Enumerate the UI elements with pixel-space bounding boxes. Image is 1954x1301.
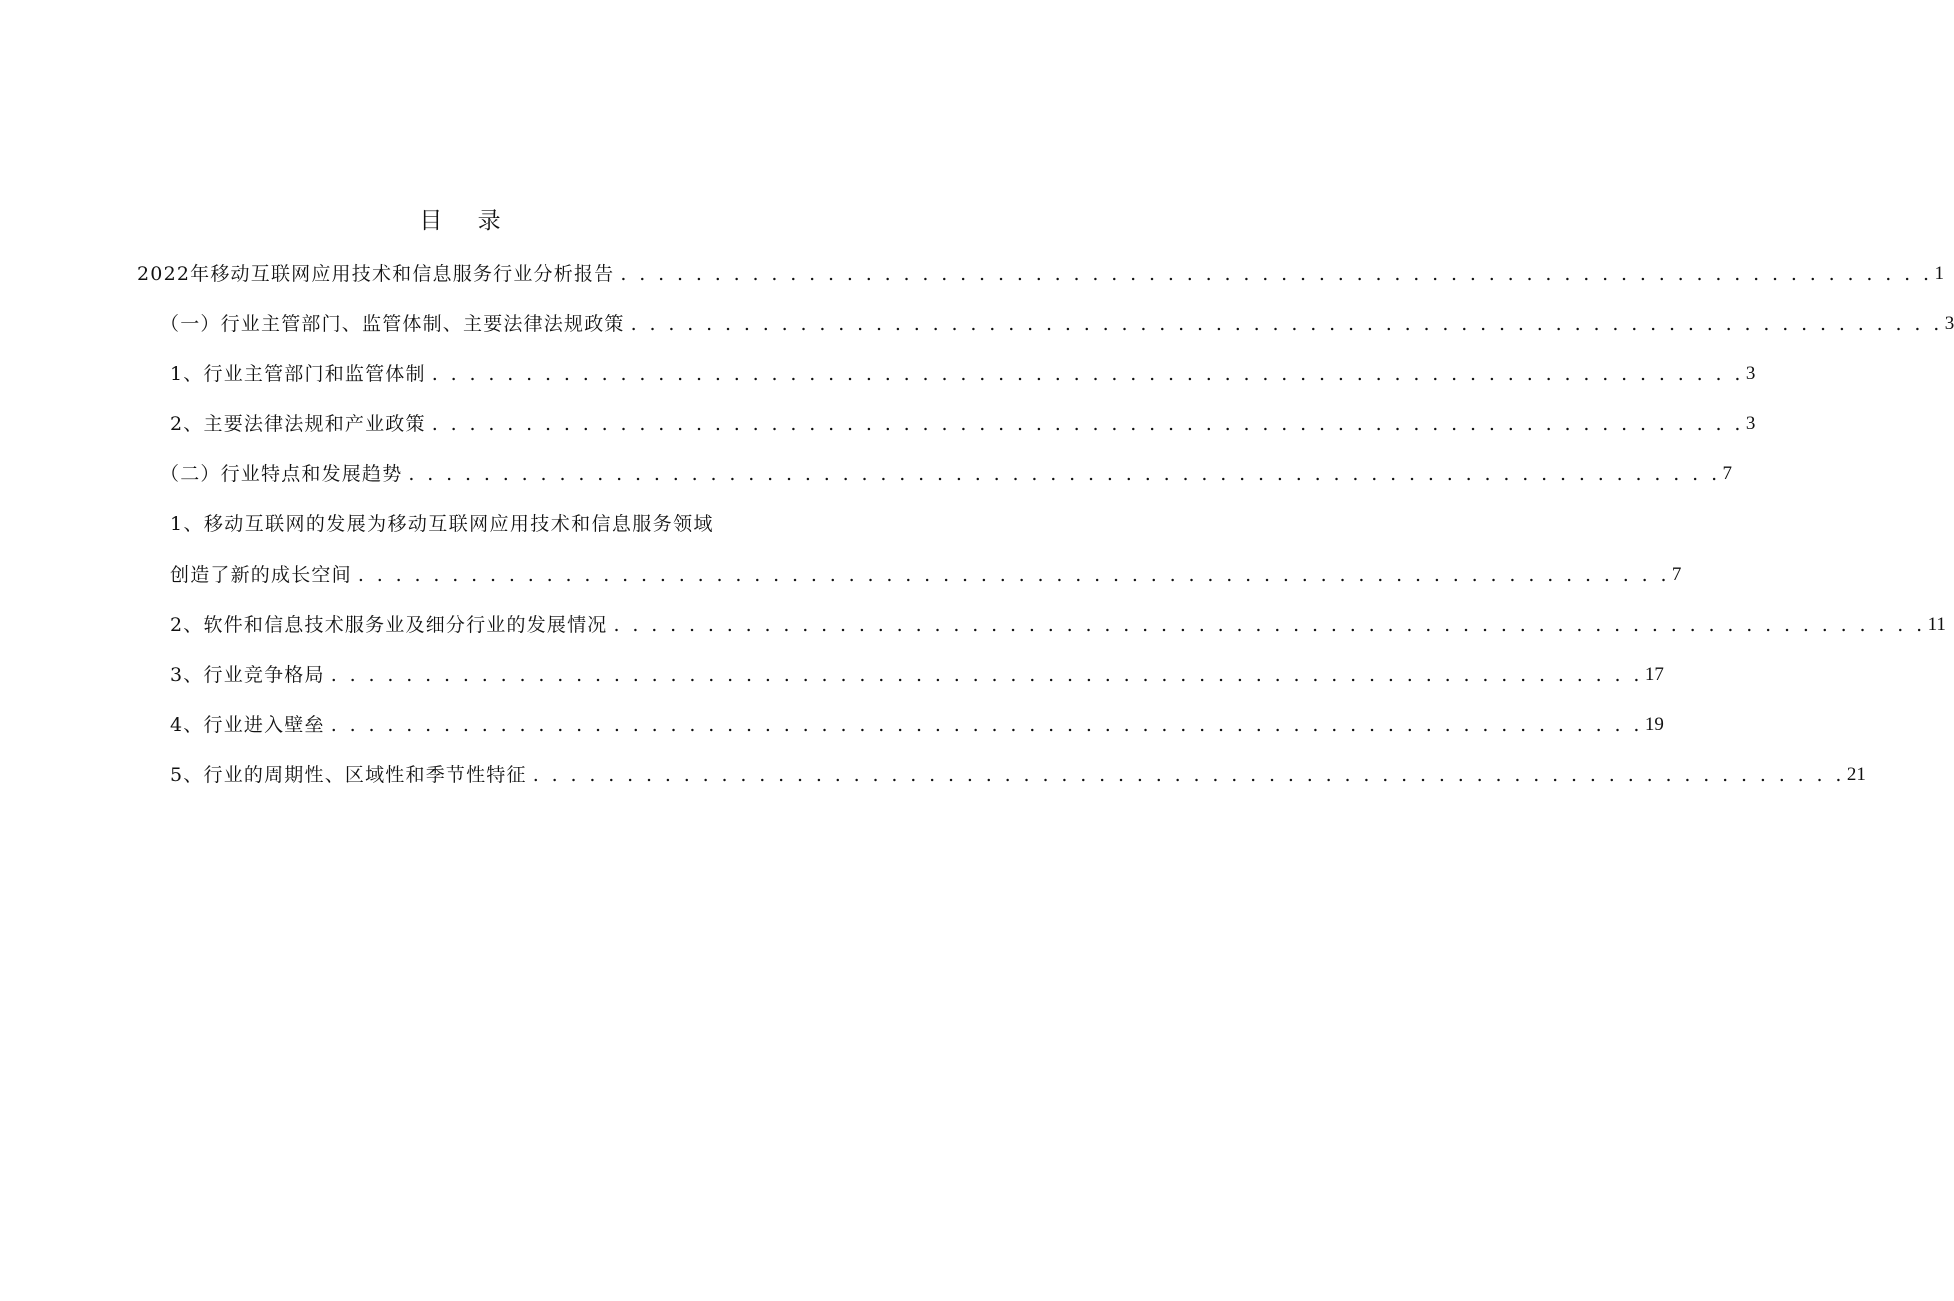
toc-entry-text: 5、行业的周期性、区域性和季节性特征 — [170, 764, 527, 786]
toc-entry[interactable] — [170, 358, 1756, 390]
dot-leader: . . . . . . . . . . . . . . . . . . . . . . . . . . . . . . . . . . . . . . . . . . . . . . . . . . . . . . . . . . . . . . . . . . . . . . — [630, 313, 1943, 335]
toc-entry[interactable] — [160, 308, 1954, 340]
toc-entry-text: （一）行业主管部门、监管体制、主要法律法规政策 — [160, 313, 625, 335]
toc-entry-text: 1、移动互联网的发展为移动互联网应用技术和信息服务领域 — [170, 513, 714, 535]
toc-entry-continuation[interactable] — [170, 559, 1682, 591]
toc-entry-text: 1、行业主管部门和监管体制 — [170, 363, 426, 385]
toc-entry[interactable] — [170, 659, 1664, 691]
toc-page-number: 21 — [1846, 764, 1866, 785]
toc-page-number: 11 — [1927, 614, 1946, 635]
toc-title: 目 录 — [419, 208, 515, 234]
toc-entry[interactable] — [170, 609, 1946, 641]
toc-entry[interactable] — [160, 458, 1733, 490]
toc-page-number: 3 — [1745, 413, 1756, 434]
toc-entry-text: （二）行业特点和发展趋势 — [160, 463, 403, 485]
dot-leader: . . . . . . . . . . . . . . . . . . . . . . . . . . . . . . . . . . . . . . . . . . . . . . . . . . . . . . . . . . . . . . . . . . . . . . — [330, 714, 1643, 736]
toc-entry[interactable] — [137, 258, 1944, 290]
toc-page-number: 1 — [1934, 263, 1944, 284]
dot-leader: . . . . . . . . . . . . . . . . . . . . . . . . . . . . . . . . . . . . . . . . . . . . . . . . . . . . . . . . . . . . . . . . . . . . . . — [431, 363, 1744, 385]
toc-entry-text: 2022年移动互联网应用技术和信息服务行业分析报告 — [137, 263, 615, 285]
toc-page-number: 3 — [1745, 363, 1756, 384]
dot-leader: . . . . . . . . . . . . . . . . . . . . . . . . . . . . . . . . . . . . . . . . . . . . . . . . . . . . . . . . . . . . . . . . . . . . . . — [620, 263, 1933, 285]
dot-leader: . . . . . . . . . . . . . . . . . . . . . . . . . . . . . . . . . . . . . . . . . . . . . . . . . . . . . . . . . . . . . . . . . . . . . . — [613, 614, 1926, 636]
toc-entry-text: 4、行业进入壁垒 — [170, 714, 325, 736]
toc-page-number: 7 — [1722, 463, 1733, 484]
toc-entry[interactable] — [170, 759, 1866, 791]
toc-page-number: 17 — [1644, 664, 1664, 685]
dot-leader: . . . . . . . . . . . . . . . . . . . . . . . . . . . . . . . . . . . . . . . . . . . . . . . . . . . . . . . . . . . . . . . . . . . . . . — [532, 764, 1845, 786]
toc-entry[interactable] — [170, 408, 1756, 440]
dot-leader: . . . . . . . . . . . . . . . . . . . . . . . . . . . . . . . . . . . . . . . . . . . . . . . . . . . . . . . . . . . . . . . . . . . . . . — [330, 664, 1643, 686]
toc-entry[interactable] — [170, 709, 1664, 741]
dot-leader: . . . . . . . . . . . . . . . . . . . . . . . . . . . . . . . . . . . . . . . . . . . . . . . . . . . . . . . . . . . . . . . . . . . . . . — [357, 564, 1670, 586]
toc-entry-text: 2、软件和信息技术服务业及细分行业的发展情况 — [170, 614, 608, 636]
toc-page-number: 7 — [1671, 564, 1682, 585]
dot-leader: . . . . . . . . . . . . . . . . . . . . . . . . . . . . . . . . . . . . . . . . . . . . . . . . . . . . . . . . . . . . . . . . . . . . . . — [431, 413, 1744, 435]
toc-entry[interactable] — [170, 508, 780, 540]
toc-entry-text: 2、主要法律法规和产业政策 — [170, 413, 426, 435]
toc-page-number: 19 — [1644, 714, 1664, 735]
toc-page-number: 3 — [1944, 313, 1954, 334]
toc-entry-text: 3、行业竞争格局 — [170, 664, 325, 686]
toc-entry-text: 创造了新的成长空间 — [170, 564, 352, 586]
dot-leader: . . . . . . . . . . . . . . . . . . . . . . . . . . . . . . . . . . . . . . . . . . . . . . . . . . . . . . . . . . . . . . . . . . . . . . — [408, 463, 1721, 485]
